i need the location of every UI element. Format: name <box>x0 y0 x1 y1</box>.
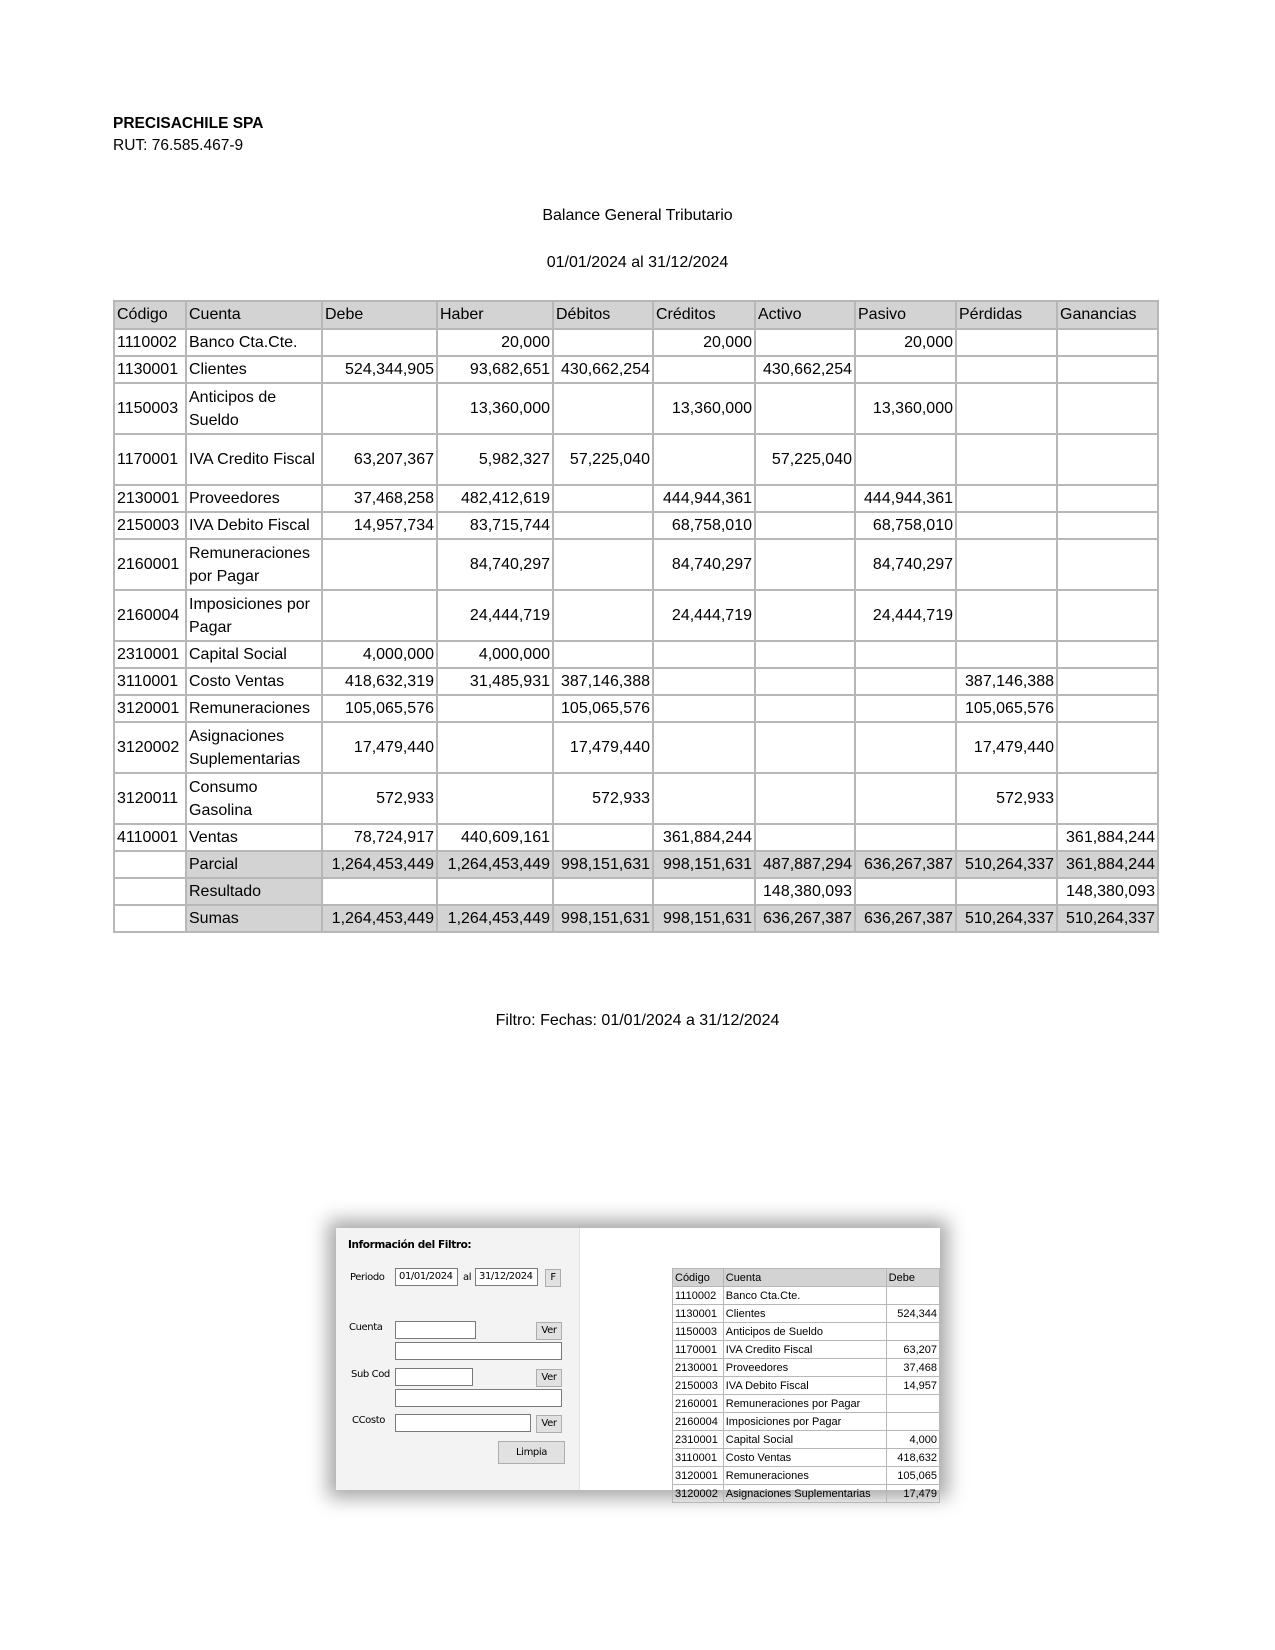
mini-cell: Remuneraciones por Pagar <box>723 1395 886 1413</box>
mini-cell: 17,479 <box>886 1485 939 1503</box>
cell-activo <box>755 824 855 851</box>
cell-creditos: 998,151,631 <box>653 851 755 878</box>
cell-debitos: 105,065,576 <box>553 695 653 722</box>
cell-pasivo <box>855 641 956 668</box>
cuenta-description-input[interactable] <box>395 1342 562 1360</box>
mini-cell: 2160001 <box>673 1395 724 1413</box>
cell-perdidas: 387,146,388 <box>956 668 1057 695</box>
mini-table-row <box>673 1467 940 1485</box>
ccosto-ver-button[interactable]: Ver <box>536 1415 562 1433</box>
mini-column-header: Cuenta <box>723 1269 886 1287</box>
cell-codigo: 1150003 <box>114 383 186 434</box>
cell-cuenta: Sumas <box>186 905 322 932</box>
limpia-button[interactable]: Limpia <box>498 1441 565 1464</box>
table-row <box>114 512 1158 539</box>
cell-haber: 5,982,327 <box>437 434 553 485</box>
report-title: Balance General Tributario <box>542 207 733 224</box>
cell-creditos <box>653 695 755 722</box>
table-row <box>114 356 1158 383</box>
cell-debe: 78,724,917 <box>322 824 437 851</box>
cell-ganancias <box>1057 668 1158 695</box>
cell-creditos <box>653 773 755 824</box>
column-header-haber: Haber <box>437 301 553 329</box>
cell-codigo: 2160004 <box>114 590 186 641</box>
cell-creditos <box>653 641 755 668</box>
cell-haber <box>437 878 553 905</box>
column-header-codigo: Código <box>114 301 186 329</box>
mini-table-row <box>673 1413 940 1431</box>
subcod-description-input[interactable] <box>395 1389 562 1407</box>
mini-cell: IVA Debito Fiscal <box>723 1377 886 1395</box>
company-name: PRECISACHILE SPA <box>113 115 264 132</box>
mini-header-row <box>673 1269 940 1287</box>
mini-table-row <box>673 1377 940 1395</box>
mini-cell: 14,957 <box>886 1377 939 1395</box>
mini-cell: 2150003 <box>673 1377 724 1395</box>
cell-ganancias <box>1057 485 1158 512</box>
column-header-creditos: Créditos <box>653 301 755 329</box>
cell-codigo: 4110001 <box>114 824 186 851</box>
f-button[interactable]: F <box>545 1269 561 1287</box>
filter-panel <box>336 1228 580 1490</box>
cell-perdidas <box>956 383 1057 434</box>
cell-debitos: 57,225,040 <box>553 434 653 485</box>
cell-perdidas <box>956 512 1057 539</box>
cell-ganancias: 148,380,093 <box>1057 878 1158 905</box>
cell-codigo <box>114 878 186 905</box>
cuenta-label: Cuenta <box>349 1322 383 1333</box>
mini-cell: 2130001 <box>673 1359 724 1377</box>
mini-cell: 1110002 <box>673 1287 724 1305</box>
cell-cuenta: Costo Ventas <box>186 668 322 695</box>
cell-pasivo: 13,360,000 <box>855 383 956 434</box>
cell-creditos: 998,151,631 <box>653 905 755 932</box>
column-header-cuenta: Cuenta <box>186 301 322 329</box>
cell-perdidas: 572,933 <box>956 773 1057 824</box>
cell-pasivo: 24,444,719 <box>855 590 956 641</box>
cell-creditos <box>653 434 755 485</box>
mini-cell: 3110001 <box>673 1449 724 1467</box>
cell-activo <box>755 512 855 539</box>
mini-cell <box>886 1323 939 1341</box>
cell-ganancias <box>1057 512 1158 539</box>
cell-haber: 20,000 <box>437 329 553 356</box>
cell-codigo: 2150003 <box>114 512 186 539</box>
cell-creditos <box>653 878 755 905</box>
mini-cell: Banco Cta.Cte. <box>723 1287 886 1305</box>
cell-ganancias <box>1057 641 1158 668</box>
cell-debitos <box>553 512 653 539</box>
cell-activo: 636,267,387 <box>755 905 855 932</box>
cell-activo: 57,225,040 <box>755 434 855 485</box>
mini-column-header: Código <box>673 1269 724 1287</box>
cell-pasivo <box>855 434 956 485</box>
cell-debe: 63,207,367 <box>322 434 437 485</box>
cell-activo <box>755 590 855 641</box>
company-header <box>113 113 263 157</box>
column-header-debe: Debe <box>322 301 437 329</box>
cell-cuenta: IVA Debito Fiscal <box>186 512 322 539</box>
cell-ganancias: 361,884,244 <box>1057 851 1158 878</box>
cell-perdidas <box>956 485 1057 512</box>
cell-debe: 524,344,905 <box>322 356 437 383</box>
totals-row-resultado <box>114 878 1158 905</box>
mini-cell: Remuneraciones <box>723 1467 886 1485</box>
mini-cell <box>886 1287 939 1305</box>
cell-pasivo: 444,944,361 <box>855 485 956 512</box>
cell-haber: 84,740,297 <box>437 539 553 590</box>
cell-perdidas <box>956 539 1057 590</box>
embedded-filter-screenshot <box>336 1228 940 1500</box>
column-header-ganancias: Ganancias <box>1057 301 1158 329</box>
cell-cuenta: Proveedores <box>186 485 322 512</box>
filter-summary: Filtro: Fechas: 01/01/2024 a 31/12/2024 <box>495 1012 780 1029</box>
cell-ganancias <box>1057 383 1158 434</box>
subcod-input[interactable] <box>395 1368 473 1386</box>
mini-cell: Capital Social <box>723 1431 886 1449</box>
cell-pasivo: 636,267,387 <box>855 851 956 878</box>
cell-pasivo: 68,758,010 <box>855 512 956 539</box>
mini-cell: 2310001 <box>673 1431 724 1449</box>
mini-cell: 4,000 <box>886 1431 939 1449</box>
cell-cuenta: Resultado <box>186 878 322 905</box>
mini-cell: 3120002 <box>673 1485 724 1503</box>
cell-activo <box>755 329 855 356</box>
cell-pasivo <box>855 356 956 383</box>
cell-activo: 430,662,254 <box>755 356 855 383</box>
cell-activo <box>755 641 855 668</box>
cell-perdidas <box>956 878 1057 905</box>
mini-cell: Imposiciones por Pagar <box>723 1413 886 1431</box>
cell-ganancias <box>1057 539 1158 590</box>
cell-cuenta: Parcial <box>186 851 322 878</box>
cell-debitos: 572,933 <box>553 773 653 824</box>
cell-activo <box>755 485 855 512</box>
table-row <box>114 824 1158 851</box>
mini-table-row <box>673 1287 940 1305</box>
ccosto-input[interactable] <box>395 1414 531 1432</box>
cell-cuenta: IVA Credito Fiscal <box>186 434 322 485</box>
table-header-row <box>114 301 1158 329</box>
cell-debitos: 387,146,388 <box>553 668 653 695</box>
cell-haber: 93,682,651 <box>437 356 553 383</box>
cell-activo <box>755 695 855 722</box>
table-row <box>114 641 1158 668</box>
cell-haber <box>437 722 553 773</box>
cell-codigo: 2160001 <box>114 539 186 590</box>
cell-debitos: 998,151,631 <box>553 851 653 878</box>
column-header-perdidas: Pérdidas <box>956 301 1057 329</box>
cell-debitos: 17,479,440 <box>553 722 653 773</box>
cell-creditos: 13,360,000 <box>653 383 755 434</box>
cell-cuenta: Remuneraciones por Pagar <box>186 539 322 590</box>
cell-perdidas <box>956 329 1057 356</box>
cell-debitos <box>553 383 653 434</box>
cell-haber: 1,264,453,449 <box>437 905 553 932</box>
cell-pasivo <box>855 878 956 905</box>
cell-debe: 1,264,453,449 <box>322 905 437 932</box>
cell-debitos <box>553 329 653 356</box>
cell-debe <box>322 539 437 590</box>
cell-activo <box>755 383 855 434</box>
cell-cuenta: Remuneraciones <box>186 695 322 722</box>
cell-debitos <box>553 590 653 641</box>
mini-table-row <box>673 1359 940 1377</box>
cell-creditos: 361,884,244 <box>653 824 755 851</box>
cell-ganancias <box>1057 329 1158 356</box>
cell-cuenta: Imposiciones por Pagar <box>186 590 322 641</box>
cell-cuenta: Capital Social <box>186 641 322 668</box>
cell-ganancias <box>1057 695 1158 722</box>
balance-table <box>113 300 1159 933</box>
table-row <box>114 434 1158 485</box>
cell-debe: 4,000,000 <box>322 641 437 668</box>
al-label: al <box>463 1272 472 1283</box>
date-to-input[interactable]: 31/12/2024 <box>475 1268 538 1286</box>
cell-haber: 4,000,000 <box>437 641 553 668</box>
cell-creditos <box>653 356 755 383</box>
subcod-label: Sub Cod <box>351 1369 390 1380</box>
mini-cell: 105,065 <box>886 1467 939 1485</box>
cell-debe <box>322 590 437 641</box>
table-row <box>114 722 1158 773</box>
cell-codigo: 2310001 <box>114 641 186 668</box>
mini-cell: 1130001 <box>673 1305 724 1323</box>
subcod-ver-button[interactable]: Ver <box>536 1369 562 1387</box>
table-row <box>114 668 1158 695</box>
cell-debe <box>322 329 437 356</box>
table-row <box>114 329 1158 356</box>
cell-ganancias: 510,264,337 <box>1057 905 1158 932</box>
cell-perdidas <box>956 641 1057 668</box>
mini-balance-table <box>672 1268 940 1503</box>
cell-debe: 37,468,258 <box>322 485 437 512</box>
cuenta-input[interactable] <box>395 1321 476 1339</box>
cell-activo: 148,380,093 <box>755 878 855 905</box>
report-period: 01/01/2024 al 31/12/2024 <box>546 254 729 271</box>
cell-perdidas <box>956 590 1057 641</box>
cell-creditos: 84,740,297 <box>653 539 755 590</box>
cell-haber: 440,609,161 <box>437 824 553 851</box>
mini-cell: 3120001 <box>673 1467 724 1485</box>
mini-cell: Clientes <box>723 1305 886 1323</box>
mini-cell: Proveedores <box>723 1359 886 1377</box>
cell-pasivo: 20,000 <box>855 329 956 356</box>
cell-codigo: 1170001 <box>114 434 186 485</box>
ccosto-label: CCosto <box>352 1415 385 1426</box>
cell-creditos <box>653 722 755 773</box>
cell-activo <box>755 539 855 590</box>
mini-cell: Anticipos de Sueldo <box>723 1323 886 1341</box>
mini-cell: 37,468 <box>886 1359 939 1377</box>
cell-codigo: 3120001 <box>114 695 186 722</box>
cell-debitos: 998,151,631 <box>553 905 653 932</box>
cell-ganancias <box>1057 590 1158 641</box>
mini-cell: Asignaciones Suplementarias <box>723 1485 886 1503</box>
cell-haber: 13,360,000 <box>437 383 553 434</box>
cuenta-ver-button[interactable]: Ver <box>536 1322 562 1340</box>
cell-cuenta: Asignaciones Suplementarias <box>186 722 322 773</box>
cell-activo <box>755 722 855 773</box>
cell-ganancias <box>1057 356 1158 383</box>
cell-codigo: 3110001 <box>114 668 186 695</box>
cell-perdidas: 17,479,440 <box>956 722 1057 773</box>
cell-haber: 1,264,453,449 <box>437 851 553 878</box>
cell-activo: 487,887,294 <box>755 851 855 878</box>
cell-codigo: 3120002 <box>114 722 186 773</box>
cell-haber: 31,485,931 <box>437 668 553 695</box>
totals-row-parcial <box>114 851 1158 878</box>
cell-perdidas: 105,065,576 <box>956 695 1057 722</box>
cell-cuenta: Clientes <box>186 356 322 383</box>
cell-perdidas: 510,264,337 <box>956 851 1057 878</box>
cell-cuenta: Banco Cta.Cte. <box>186 329 322 356</box>
cell-haber: 482,412,619 <box>437 485 553 512</box>
cell-pasivo <box>855 668 956 695</box>
cell-debe: 105,065,576 <box>322 695 437 722</box>
cell-codigo: 1130001 <box>114 356 186 383</box>
cell-perdidas <box>956 824 1057 851</box>
cell-debe: 14,957,734 <box>322 512 437 539</box>
cell-cuenta: Ventas <box>186 824 322 851</box>
mini-table-row <box>673 1323 940 1341</box>
cell-cuenta: Consumo Gasolina <box>186 773 322 824</box>
cell-debitos <box>553 641 653 668</box>
mini-column-header: Debe <box>886 1269 939 1287</box>
cell-debe: 17,479,440 <box>322 722 437 773</box>
column-header-pasivo: Pasivo <box>855 301 956 329</box>
cell-pasivo <box>855 695 956 722</box>
cell-debe <box>322 383 437 434</box>
cell-ganancias <box>1057 722 1158 773</box>
mini-table-row <box>673 1431 940 1449</box>
cell-ganancias: 361,884,244 <box>1057 824 1158 851</box>
cell-perdidas <box>956 434 1057 485</box>
table-row <box>114 383 1158 434</box>
cell-debitos <box>553 539 653 590</box>
table-row <box>114 485 1158 512</box>
cell-creditos <box>653 668 755 695</box>
cell-ganancias <box>1057 434 1158 485</box>
cell-haber: 83,715,744 <box>437 512 553 539</box>
mini-cell: 418,632 <box>886 1449 939 1467</box>
column-header-debitos: Débitos <box>553 301 653 329</box>
cell-pasivo <box>855 773 956 824</box>
cell-codigo: 2130001 <box>114 485 186 512</box>
table-row <box>114 590 1158 641</box>
table-row <box>114 539 1158 590</box>
cell-creditos: 68,758,010 <box>653 512 755 539</box>
periodo-label: Periodo <box>350 1272 385 1283</box>
cell-cuenta: Anticipos de Sueldo <box>186 383 322 434</box>
cell-codigo: 1110002 <box>114 329 186 356</box>
cell-pasivo <box>855 824 956 851</box>
cell-haber <box>437 773 553 824</box>
cell-perdidas: 510,264,337 <box>956 905 1057 932</box>
mini-cell: 2160004 <box>673 1413 724 1431</box>
cell-pasivo: 84,740,297 <box>855 539 956 590</box>
mini-cell: Costo Ventas <box>723 1449 886 1467</box>
cell-creditos: 20,000 <box>653 329 755 356</box>
cell-debitos: 430,662,254 <box>553 356 653 383</box>
mini-table-row <box>673 1305 940 1323</box>
mini-cell: 524,344 <box>886 1305 939 1323</box>
cell-activo <box>755 668 855 695</box>
column-header-activo: Activo <box>755 301 855 329</box>
mini-table-row <box>673 1485 940 1503</box>
mini-cell: IVA Credito Fiscal <box>723 1341 886 1359</box>
cell-perdidas <box>956 356 1057 383</box>
cell-debitos <box>553 878 653 905</box>
cell-creditos: 24,444,719 <box>653 590 755 641</box>
cell-codigo: 3120011 <box>114 773 186 824</box>
cell-haber: 24,444,719 <box>437 590 553 641</box>
cell-activo <box>755 773 855 824</box>
mini-table-row <box>673 1449 940 1467</box>
table-row <box>114 695 1158 722</box>
totals-row-sumas <box>114 905 1158 932</box>
table-row <box>114 773 1158 824</box>
date-from-input[interactable]: 01/01/2024 <box>395 1268 458 1286</box>
cell-debitos <box>553 824 653 851</box>
cell-codigo <box>114 905 186 932</box>
mini-cell: 63,207 <box>886 1341 939 1359</box>
cell-haber <box>437 695 553 722</box>
company-rut: RUT: 76.585.467-9 <box>113 137 244 154</box>
mini-table-row <box>673 1395 940 1413</box>
cell-debe: 418,632,319 <box>322 668 437 695</box>
cell-debitos <box>553 485 653 512</box>
cell-debe: 1,264,453,449 <box>322 851 437 878</box>
cell-debe: 572,933 <box>322 773 437 824</box>
mini-table-row <box>673 1341 940 1359</box>
filter-panel-title: Información del Filtro: <box>348 1239 472 1251</box>
cell-pasivo <box>855 722 956 773</box>
mini-cell <box>886 1413 939 1431</box>
mini-cell: 1150003 <box>673 1323 724 1341</box>
mini-cell: 1170001 <box>673 1341 724 1359</box>
mini-cell <box>886 1395 939 1413</box>
cell-pasivo: 636,267,387 <box>855 905 956 932</box>
cell-debe <box>322 878 437 905</box>
cell-ganancias <box>1057 773 1158 824</box>
cell-creditos: 444,944,361 <box>653 485 755 512</box>
cell-codigo <box>114 851 186 878</box>
